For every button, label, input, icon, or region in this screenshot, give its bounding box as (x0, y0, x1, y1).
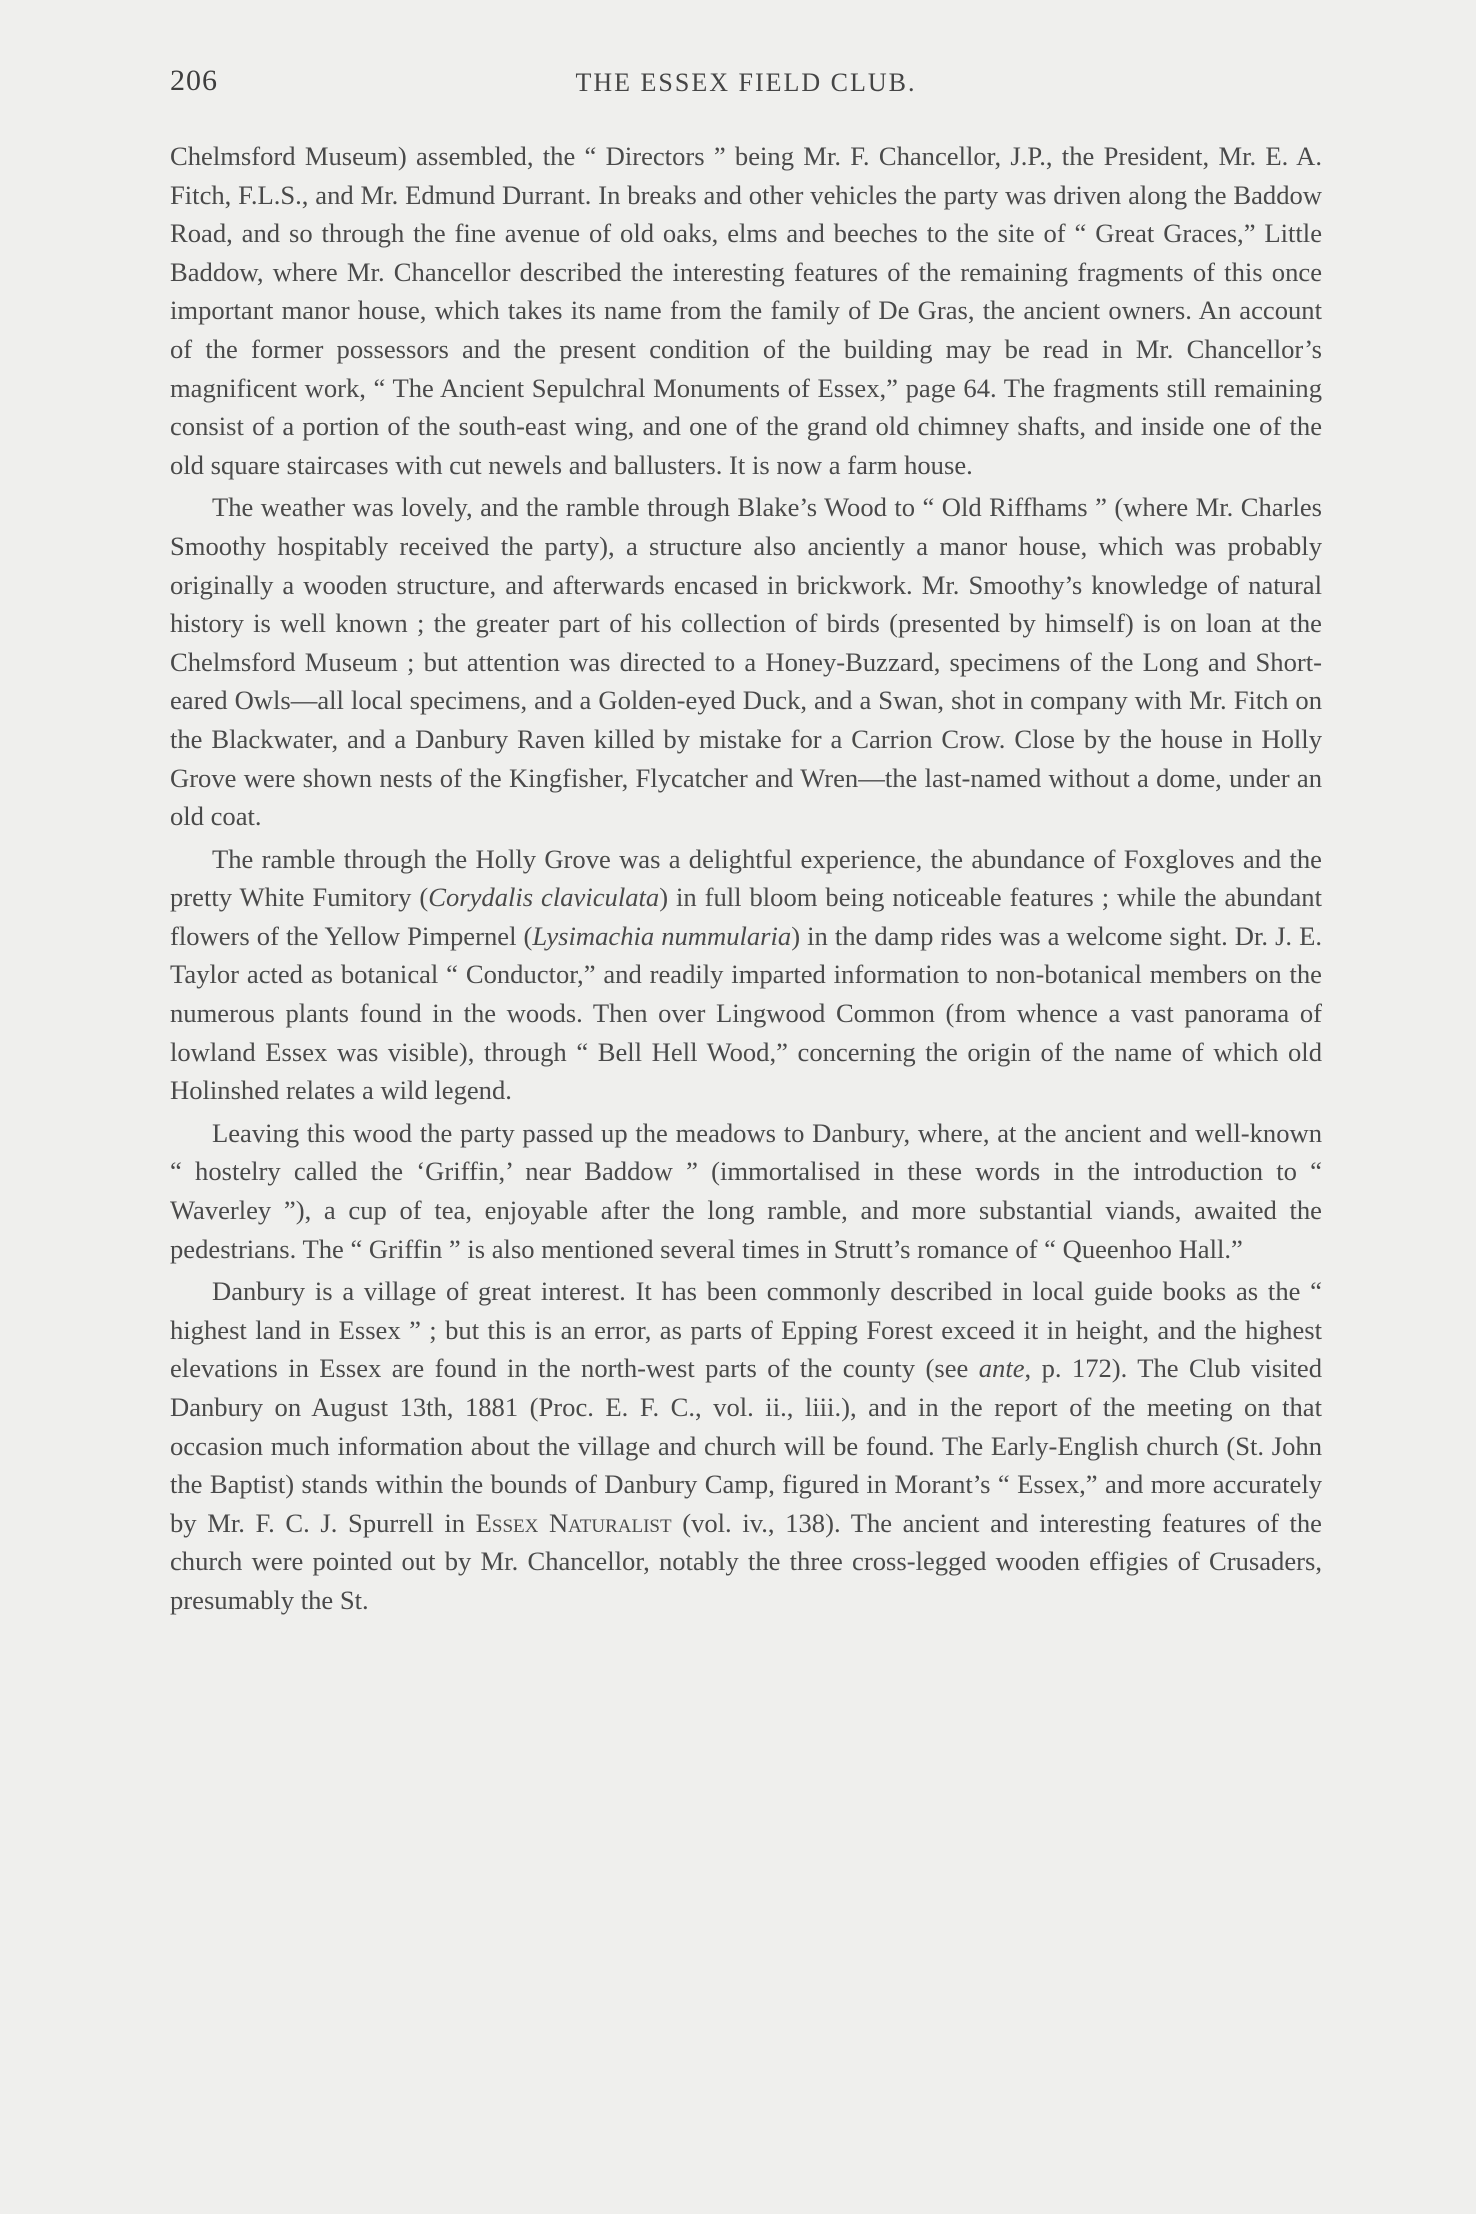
italic-text: ante (978, 1353, 1025, 1384)
paragraph (170, 1114, 1322, 1268)
small-caps-text: Essex Naturalist (475, 1507, 672, 1538)
italic-text: Corydalis claviculata (428, 882, 660, 913)
italic-text: Lysimachia nummularia (532, 920, 792, 951)
page-header (170, 64, 1322, 104)
body-text (170, 137, 1322, 1620)
text-run: Leaving this wood the party passed up the meadows to Danbury, where, at the ancient and well-known “ hostelry called the ‘Griffin,’ near Baddow ” (immortalised in these words in the introduction to “ Waverley ”), a cup of tea, enjoyable after the long ramble, and more substantial viands, awaited the pedestrians. The “ Griffin ” is also mentioned several times in Strutt’s romance of “ Queenhoo Hall.” (170, 1117, 1322, 1264)
text-run: The weather was lovely, and the ramble through Blake’s Wood to “ Old Riffhams ” (where Mr. Charles Smoothy hospitably received the party), a structure also anciently a manor house, which was probably originally a wooden structure, and afterwards encased in brickwork. Mr. Smoothy’s knowledge of natural history is well known ; the greater part of his collection of birds (presented by himself) is on loan at the Chelmsford Museum ; but attention was directed to a Honey-Buzzard, specimens of the Long and Short-eared Owls—all local specimens, and a Golden-eyed Duck, and a Swan, shot in company with Mr. Fitch on the Blackwater, and a Danbury Raven killed by mistake for a Carrion Crow. Close by the house in Holly Grove were shown nests of the Kingfisher, Flycatcher and Wren—the last-named without a dome, under an old coat. (170, 492, 1322, 832)
text-run: Danbury is a village of great interest. It has been commonly described in local guide books as the “ highest land in Essex ” ; but this is an error, as parts of Epping Forest exceed it in height, and the highest elevations in Essex are found in the north-west parts of the county (see (170, 1276, 1322, 1384)
text-run: , p. 172). The Club visited Danbury on August 13th, 1881 (Proc. E. F. C., vol. ii., liii.), and in the report of the meeting on that occasion much information about the village and church will be found. The Early-English church (St. John the Baptist) stands within the bounds of Danbury Camp, figured in Morant’s “ Essex,” and more accurately by Mr. F. C. J. Spurrell in (170, 1353, 1323, 1538)
text-run: Chelmsford Museum) assembled, the “ Directors ” being Mr. F. Chancellor, J.P., the President, Mr. E. A. Fitch, F.L.S., and Mr. Edmund Durrant. In breaks and other vehicles the party was driven along the Baddow Road, and so through the fine avenue of old oaks, elms and beeches to the site of “ Great Graces,” Little Baddow, where Mr. Chancellor described the interesting features of the remaining fragments of this once important manor house, which takes its name from the family of De Gras, the ancient owners. An account of the former possessors and the present condition of the building may be read in Mr. Chancellor’s magnificent work, “ The Ancient Sepulchral Monuments of Essex,” page 64. The fragments still remaining consist of a portion of the south-east wing, and one of the grand old chimney shafts, and inside one of the old square staircases with cut newels and ballusters. It is now a farm house. (170, 141, 1322, 480)
text-run: (vol. iv., 138). The ancient and interesting features of the church were pointed out by Mr. Chancellor, notably the three cross-legged wooden effigies of Crusaders, presumably the St. (170, 1507, 1322, 1615)
paragraph (170, 840, 1322, 1110)
text-run: ) in the damp rides was a welcome sight. Dr. J. E. Taylor acted as botanical “ Conductor,” and readily imparted information to non-botanical members on the numerous plants found in the woods. Then over Lingwood Common (from whence a vast panorama of lowland Essex was visible), through “ Bell Hell Wood,” concerning the origin of the name of which old Holinshed relates a wild legend. (170, 920, 1322, 1106)
running-title: THE ESSEX FIELD CLUB. (575, 68, 917, 97)
paragraph (170, 137, 1322, 484)
paragraph (170, 488, 1322, 835)
page-number: 206 (170, 64, 218, 97)
text-run: The ramble through the Holly Grove was a delightful experience, the abundance of Foxgloves and the pretty White Fumitory ( (170, 843, 1322, 913)
paragraph (170, 1272, 1322, 1619)
text-run: ) in full bloom being noticeable features ; while the abundant flowers of the Yellow Pimpernel ( (170, 882, 1322, 951)
